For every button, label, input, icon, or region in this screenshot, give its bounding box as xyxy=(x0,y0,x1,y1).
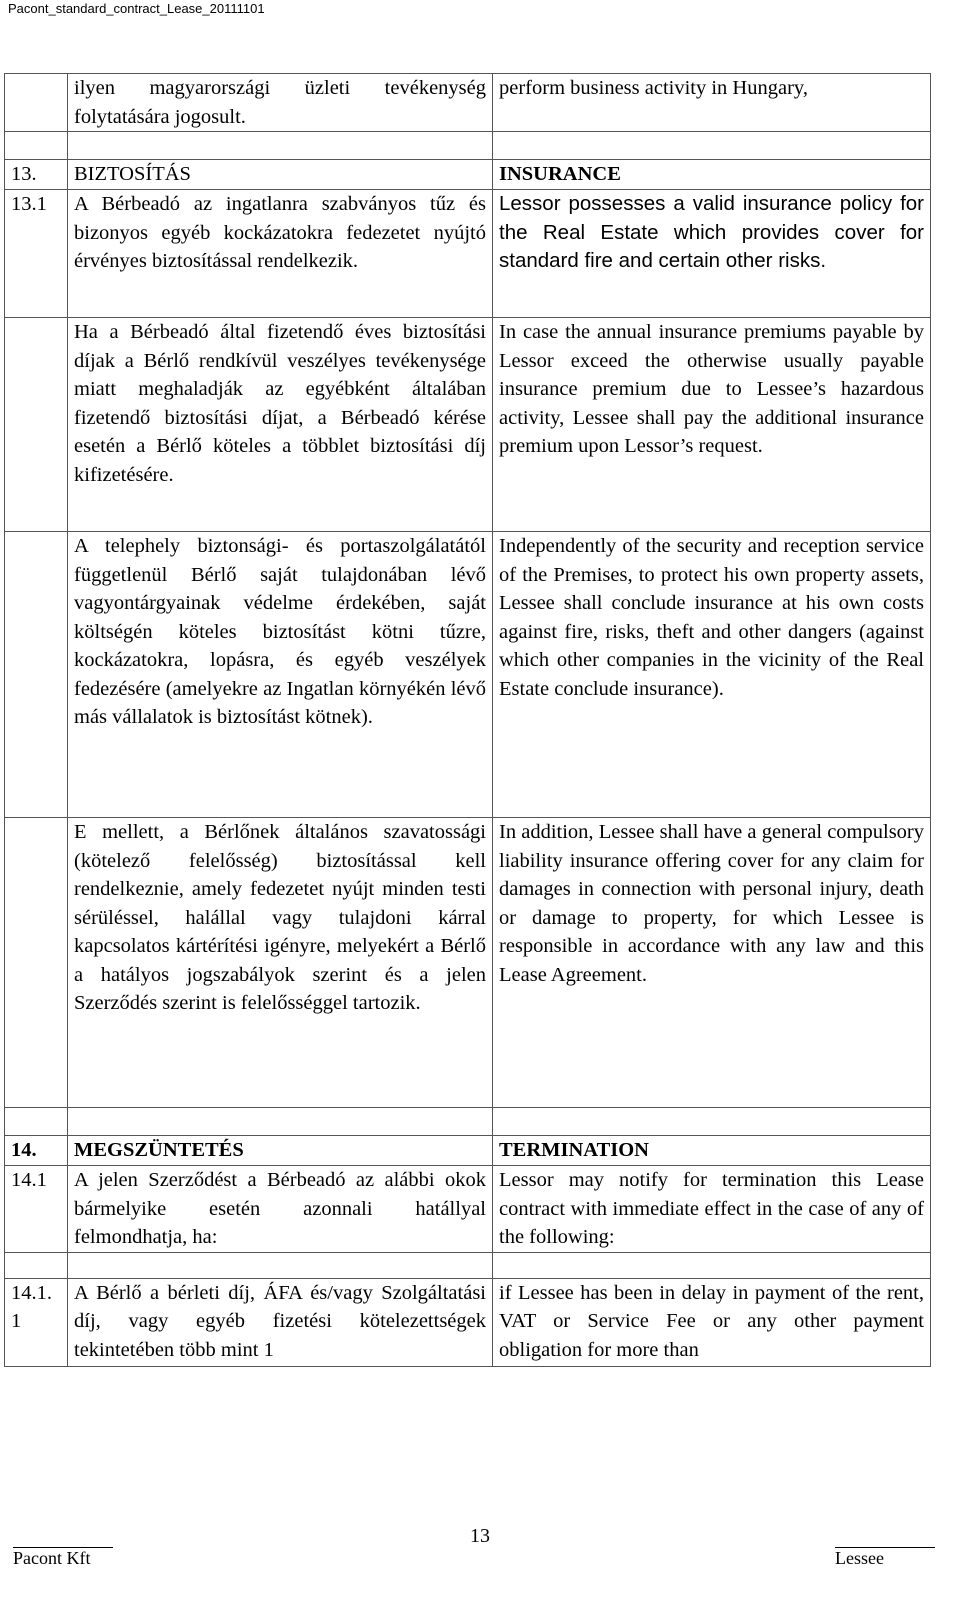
clause-number-cell: 14.1 xyxy=(5,1166,68,1253)
table-row xyxy=(5,318,931,532)
table-row xyxy=(5,74,931,132)
hungarian-text-cell: A telephely biztonsági- és portaszolgálatától függetlenül Bérlő saját tulajdonában lévő vagyontárgyainak védelme érdekében, saját költségén köteles biztosítást kötni tűzre, kockázatokra, lopásra, és egyéb veszélyek fedezésére (amelyekre az Ingatlan környékén lévő más vállalatok is biztosítást kötnek). xyxy=(68,532,493,818)
clause-number-cell xyxy=(5,318,68,532)
section-title-hu: MEGSZÜNTETÉS xyxy=(68,1136,493,1166)
table-row xyxy=(5,532,931,818)
english-text-cell: Lessor possesses a valid insurance policy for the Real Estate which provides cover for standard fire and certain other risks. xyxy=(493,190,931,318)
bilingual-contract-table xyxy=(4,73,931,1367)
page-number: 13 xyxy=(470,1525,490,1547)
clause-number-cell xyxy=(5,818,68,1108)
hungarian-text-cell: Ha a Bérbeadó által fizetendő éves biztosítási díjak a Bérlő rendkívül veszélyes tevékenysége miatt meghaladják az egyébként általában fizetendő biztosítási díjat, a Bérbeadó kérése esetén a Bérlő köteles a többlet biztosítási díj kifizetésére. xyxy=(68,318,493,532)
hungarian-text-cell: E mellett, a Bérlőnek általános szavatossági (kötelező felelősség) biztosítással kell rendelkeznie, amely fedezetet nyújt minden testi sérüléssel, halállal vagy tulajdoni kárral kapcsolatos kártérítési igényre, melyekért a Bérlő a hatályos jogszabályok szerint és a jelen Szerződés szerint is felelősséggel tartozik. xyxy=(68,818,493,1108)
table-row xyxy=(5,818,931,1108)
clause-number-cell xyxy=(5,532,68,818)
clause-number-cell xyxy=(5,74,68,132)
section-title-en: TERMINATION xyxy=(493,1136,931,1166)
section-number: 14. xyxy=(5,1136,68,1166)
document-header-title: Pacont_standard_contract_Lease_20111101 xyxy=(8,1,265,16)
table-row xyxy=(5,190,931,318)
section-number: 13. xyxy=(5,160,68,190)
section-heading-row xyxy=(5,160,931,190)
english-text-cell: In addition, Lessee shall have a general compulsory liability insurance offering cover for any claim for damages in connection with personal injury, death or damage to property, for which Lessee is responsible in accordance with any law and this Lease Agreement. xyxy=(493,818,931,1108)
section-heading-row xyxy=(5,1136,931,1166)
hungarian-text-cell: A jelen Szerződést a Bérbeadó az alábbi okok bármelyike esetén azonnali hatállyal felmondhatja, ha: xyxy=(68,1166,493,1253)
spacer-row xyxy=(5,1108,931,1136)
clause-number-cell: 14.1.1 xyxy=(5,1278,68,1366)
section-title-en: INSURANCE xyxy=(493,160,931,190)
spacer-row xyxy=(5,132,931,160)
hungarian-text-cell: A Bérbeadó az ingatlanra szabványos tűz és bizonyos egyéb kockázatokra fedezetet nyújtó érvényes biztosítással rendelkezik. xyxy=(68,190,493,318)
clause-number-cell: 13.1 xyxy=(5,190,68,318)
hungarian-text-cell: ilyen magyarországi üzleti tevékenység folytatására jogosult. xyxy=(68,74,493,132)
english-text-cell: if Lessee has been in delay in payment of the rent, VAT or Service Fee or any other payment obligation for more than xyxy=(493,1278,931,1366)
english-text-cell: Independently of the security and reception service of the Premises, to protect his own property assets, Lessee shall conclude insurance at his own costs against fire, risks, theft and other dangers (against which other companies in the vicinity of the Real Estate conclude insurance). xyxy=(493,532,931,818)
hungarian-text-cell: A Bérlő a bérleti díj, ÁFA és/vagy Szolgáltatási díj, vagy egyéb fizetési kötelezettségek tekintetében több mint 1 xyxy=(68,1278,493,1366)
section-title-hu: BIZTOSÍTÁS xyxy=(68,160,493,190)
signature-label-right: Lessee xyxy=(835,1548,884,1568)
signature-label-left: Pacont Kft xyxy=(13,1548,91,1568)
table-row xyxy=(5,1166,931,1253)
table-row xyxy=(5,1278,931,1366)
english-text-cell: Lessor may notify for termination this Lease contract with immediate effect in the case of any of the following: xyxy=(493,1166,931,1253)
english-text-cell: perform business activity in Hungary, xyxy=(493,74,931,132)
spacer-row xyxy=(5,1252,931,1278)
english-text-cell: In case the annual insurance premiums payable by Lessor exceed the otherwise usually payable insurance premium due to Lessee’s hazardous activity, Lessee shall pay the additional insurance premium upon Lessor’s request. xyxy=(493,318,931,532)
